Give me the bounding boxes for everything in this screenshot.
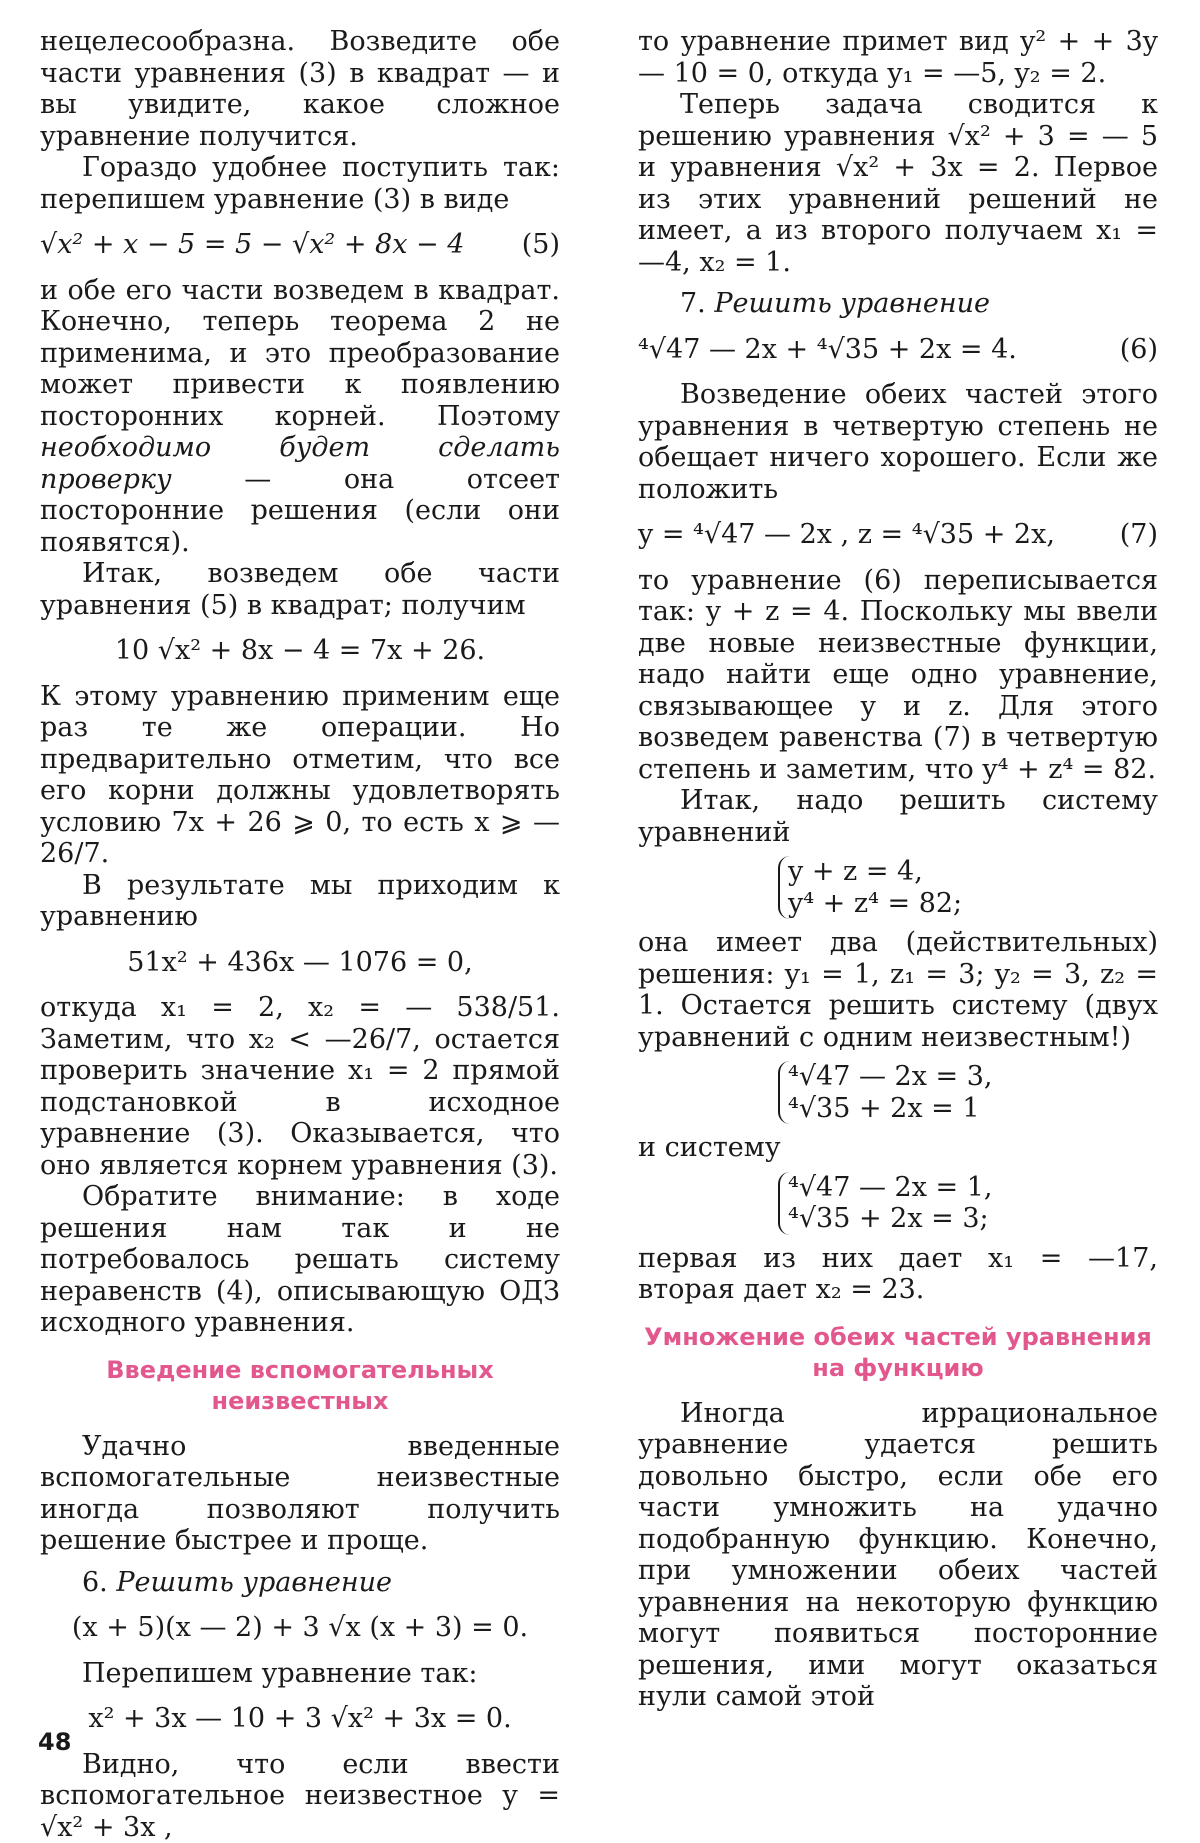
equation-number: (6) xyxy=(1120,334,1158,366)
equation-system xyxy=(778,1172,1158,1235)
page-number: 48 xyxy=(38,1728,71,1756)
section-heading: Введение вспомогательных неизвестных xyxy=(40,1355,560,1417)
paragraph: Теперь задача сводится к решению уравнения √x² + 3 = — 5 и уравнения √x² + 3x = 2. Первое из этих уравнений решений не имеет, а из второго получаем x₁ = —4, x₂ = 1. xyxy=(638,89,1158,278)
paragraph: первая из них дает x₁ = —17, вторая дает x₂ = 23. xyxy=(638,1243,1158,1306)
problem-text: Решить уравнение xyxy=(116,1567,392,1598)
paragraph: то уравнение примет вид y² + + 3y — 10 = 0, откуда y₁ = —5, y₂ = 2. xyxy=(638,26,1158,89)
equation-system xyxy=(778,1061,1158,1124)
paragraph: она имеет два (действительных) решения: y₁ = 1, z₁ = 3; y₂ = 3, z₂ = 1. Остается решить систему (двух уравнений с одним неизвестным!) xyxy=(638,927,1158,1053)
text-run: — она отсеет посторонние решения (если они появятся). xyxy=(40,464,560,558)
system-line: y⁴ + z⁴ = 82; xyxy=(788,888,1158,920)
paragraph: Удачно введенные вспомогательные неизвестные иногда позволяют получить решение быстрее и проще. xyxy=(40,1431,560,1557)
problem-text: Решить уравнение xyxy=(714,288,990,319)
paragraph: то уравнение (6) переписывается так: y + z = 4. Поскольку мы ввели две новые неизвестные функции, надо найти еще одно уравнение, связывающее y и z. Для этого возведем равенства (7) в четвертую степень и заметим, что y⁴ + z⁴ = 82. xyxy=(638,565,1158,786)
paragraph: Иногда иррациональное уравнение удается решить довольно быстро, если обе его части умножить на удачно подобранную функцию. Конечно, при умножении обеих частей уравнения на некоторую функцию могут появиться посторонние решения, ими могут оказаться нули самой этой xyxy=(638,1398,1158,1713)
equation-system xyxy=(778,856,1158,919)
text-run: и обе его части возведем в квадрат. Конечно, теперь теорема 2 не применима, и это преобразование может привести к появлению посторонних корней. Поэтому xyxy=(40,275,560,432)
left-column xyxy=(40,26,560,1843)
paragraph: Итак, надо решить систему уравнений xyxy=(638,785,1158,848)
paragraph: Перепишем уравнение так: xyxy=(40,1658,560,1690)
system-line: ⁴√47 — 2x = 3, xyxy=(788,1061,1158,1093)
problem-statement xyxy=(638,288,1158,320)
right-column xyxy=(638,26,1158,1713)
paragraph: Гораздо удобнее поступить так: перепишем уравнение (3) в виде xyxy=(40,152,560,215)
paragraph: и систему xyxy=(638,1132,1158,1164)
paragraph: Обратите внимание: в ходе решения нам так и не потребовалось решать систему неравенств (4), описывающую ОДЗ исходного уравнения. xyxy=(40,1181,560,1339)
equation-6 xyxy=(638,334,1158,366)
equation-5 xyxy=(40,229,560,261)
emphasis-text: необходимо будет сделать проверку xyxy=(40,432,560,495)
problem-number: 6. xyxy=(82,1567,108,1598)
system-line: ⁴√35 + 2x = 1 xyxy=(788,1093,1158,1125)
section-heading: Умножение обеих частей уравнения на функцию xyxy=(638,1322,1158,1384)
equation-number: (7) xyxy=(1120,519,1158,551)
paragraph: В результате мы приходим к уравнению xyxy=(40,870,560,933)
paragraph: Возведение обеих частей этого уравнения в четвертую степень не обещает ничего хорошего. Если же положить xyxy=(638,379,1158,505)
equation-body: ⁴√47 — 2x + ⁴√35 + 2x = 4. xyxy=(638,334,1017,366)
equation-7 xyxy=(638,519,1158,551)
problem-statement xyxy=(40,1567,560,1599)
paragraph: откуда x₁ = 2, x₂ = — 538/51. Заметим, что x₂ < —26/7, остается проверить значение x₁ = 2 прямой подстановкой в исходное уравнение (3). Оказывается, что оно является корнем уравнения (3). xyxy=(40,992,560,1181)
equation-number: (5) xyxy=(522,229,560,261)
equation: 10 √x² + 8x − 4 = 7x + 26. xyxy=(40,635,560,667)
system-line: ⁴√47 — 2x = 1, xyxy=(788,1172,1158,1204)
paragraph: Видно, что если ввести вспомогательное неизвестное y = √x² + 3x , xyxy=(40,1749,560,1843)
equation: 51x² + 436x — 1076 = 0, xyxy=(40,947,560,979)
equation: x² + 3x — 10 + 3 √x² + 3x = 0. xyxy=(40,1703,560,1735)
equation: (x + 5)(x — 2) + 3 √x (x + 3) = 0. xyxy=(40,1612,560,1644)
system-line: ⁴√35 + 2x = 3; xyxy=(788,1203,1158,1235)
paragraph xyxy=(40,275,560,559)
equation-body: √x² + x − 5 = 5 − √x² + 8x − 4 xyxy=(40,229,464,261)
problem-number: 7. xyxy=(680,288,706,319)
system-line: y + z = 4, xyxy=(788,856,1158,888)
equation-body: y = ⁴√47 — 2x , z = ⁴√35 + 2x, xyxy=(638,519,1055,551)
paragraph: Итак, возведем обе части уравнения (5) в квадрат; получим xyxy=(40,558,560,621)
paragraph: К этому уравнению применим еще раз те же операции. Но предварительно отметим, что все его корни должны удовлетворять условию 7x + 26 ⩾ 0, то есть x ⩾ — 26/7. xyxy=(40,681,560,870)
paragraph: нецелесообразна. Возведите обе части уравнения (3) в квадрат — и вы увидите, какое сложное уравнение получится. xyxy=(40,26,560,152)
